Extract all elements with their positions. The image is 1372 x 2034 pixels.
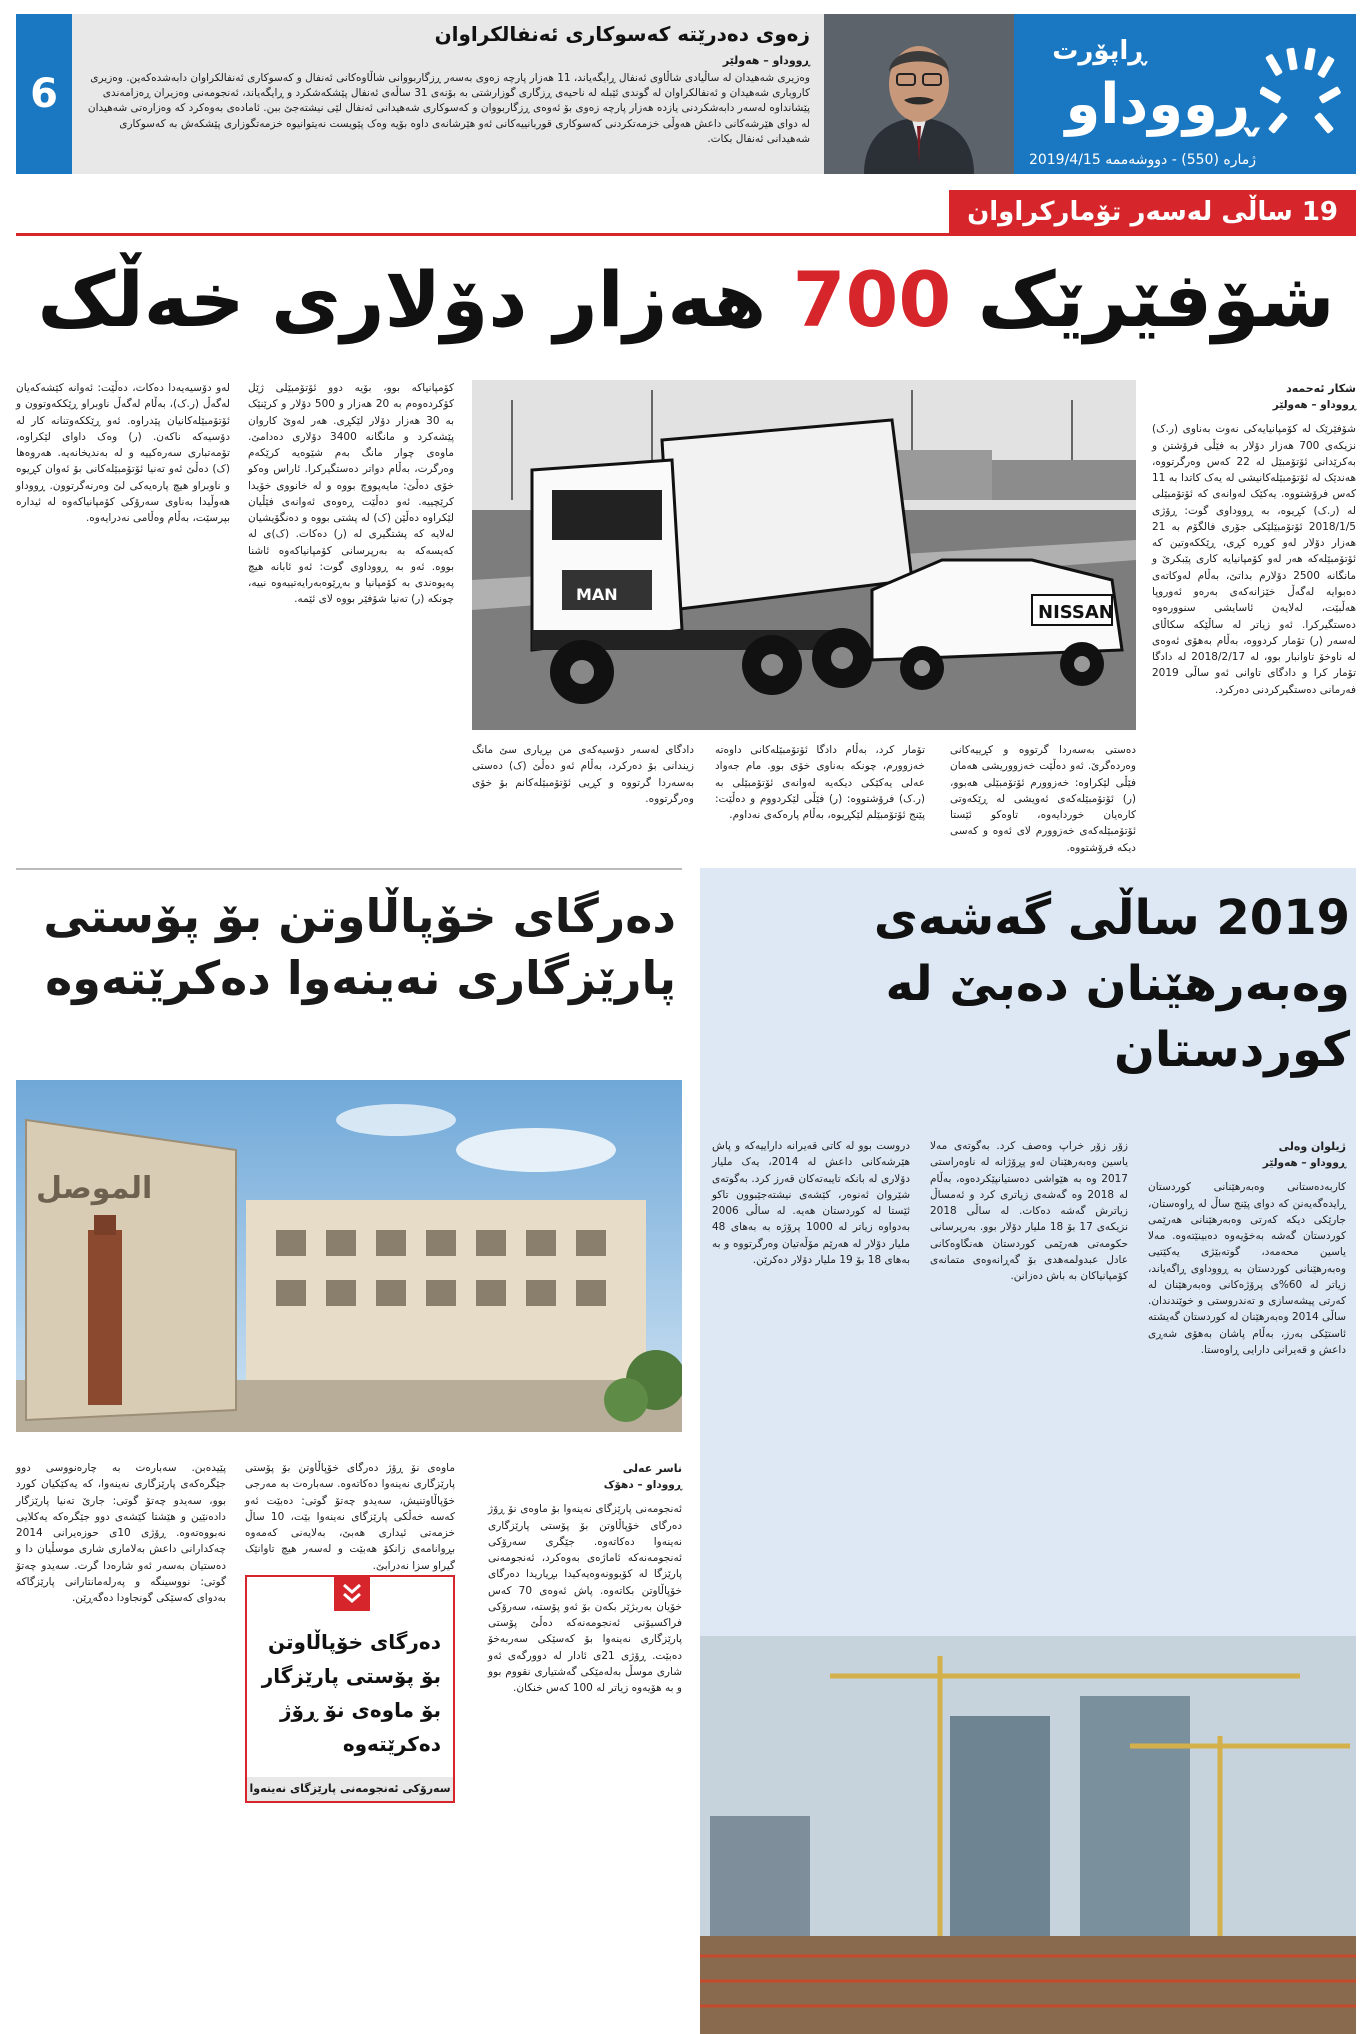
lead-kicker: 19 ساڵی لەسەر تۆمارکراوان bbox=[949, 190, 1356, 234]
lead-column-5: کۆمپانیاکە بوو، بۆیە دوو ئۆتۆمبێلی ژێل کۆکردەوەم بە 20 هەزار و 500 دۆلار و کرێنێک بە 30 هەزار دۆلار لێکڕی. هەر لەوێ کاروان پێشەکرد و مانگانە 3400 دۆلاری دەدامێ. ماوەی چوار مانگ بەم شێوەیە کرێکەم وەرگرت، بەڵام دواتر دەستگیرکرا. ئاراس وەکو خۆی دەڵێ: مایەپووچ بووە و لە خانووی خۆیدا کرێچییە. ئەو دەڵێت ڕەوەی ئەوانەی فێڵیان لێکراوە دەڵێن (ک) لە پشتی بووە و دەنگۆیشیان لەلایە کە پشتگیری لە (ر) دەکات. (ک)ی لە کەیسەکە بە بەرپرسانی کۆمپانیاکەوە ئاشنا بووە. ئەو بە ڕووداوی گوت: ئەو ئابانە هیچ پەیوەندی بە کۆمپانیا و بەڕێوەبەرایەتییەوە نییە، چونکە (ر) تەنیا شۆفێر بووە لای ئێمە. bbox=[248, 382, 455, 606]
pull-quote-text: دەرگای خۆپاڵاوتن بۆ پۆستی پارێزگار بۆ ماوەی نۆ ڕۆژ دەکرێتەوە bbox=[261, 1630, 441, 1756]
door-story-headline: دەرگای خۆپاڵاوتن بۆ پۆستی پارێزگاری نەینەوا دەکرێتەوە bbox=[43, 889, 676, 1005]
lead-byline-name: شکار ئەحمەد bbox=[1286, 382, 1356, 395]
year-byline-location: ڕووداو – هەولێر bbox=[1262, 1157, 1346, 1170]
brand-block bbox=[1014, 14, 1356, 174]
teaser-box bbox=[72, 14, 824, 174]
trucks-illustration bbox=[472, 380, 1136, 730]
lead-column-1 bbox=[1152, 380, 1356, 698]
teaser-body: وەزیری شەهیدان لە ساڵیادی شاڵاوی ئەنفال ڕایگەیاند، 11 هەزار پارچە زەوی بەسەر ڕزگاربووانی شاڵاوەکانی ئەنفال و کەسوکاری ئەنفالکراوان دابەشدەکەین. وەزیری کاروباری شەهیدان و ئەنفالکراوان لە گوندی ئێبلە لە ناحیەی ڕزگاری گوزارشتی بە بۆنەی 31 ساڵەی ئەنفال پێشکەشکرد و ڕایگەیاند، ئەنجومەنی وەزیران ڕەزامەندی پێشانداوە لەسەر دابەشکردنی یازدە هەزار پارچە زەوی بۆ ئەوەی ڕزگاربووان و کەسوکاری شەهیدانی ئەنفال لێی نیشتەجێ ببن. ئامادەی بەوەکرد کە وەزارەتی شەهیدان لە دوای هێرشەکانی داعش هەوڵی خزمەتکردنی کەسوکاری قوربانییەکانی ئەو هێرشانەی داوە بۆیە وەک پێویست نەیتوانیوە خزمەتگوزاری پێشکەش بە کەسوکاری شەهیدانی ئەنفال بکات. bbox=[87, 72, 810, 145]
lead-column-4: دادگای لەسەر دۆسیەکەی من بڕیاری سێ مانگ زیندانی بۆ دەرکرد، بەڵام ئەو دەڵێ (ک) دەستی بەسەردا گرتووە و کڕیی ئۆتۆمبێلەکانم بۆ خۆی وەرگرتووە. bbox=[472, 744, 694, 805]
door-column-1-text: ئەنجومەنی پارێزگای نەینەوا بۆ ماوەی نۆ ڕۆژ دەرگای خۆپاڵاوتن بۆ پۆستی پارێزگاری نەینەوا دەکاتەوە. جێگری سەرۆکی ئەنجومەنەکە ئاماژەی بەوەکرد، ئەنجومەنی پارێزگا لە کۆبوونەوەیەکیدا بڕیاریدا دەرگای خۆپاڵاوتن بکاتەوە. پاش ئەوەی 70 کەس خۆیان بەربژێر بکەن بۆ ئەو پۆستە، سەرۆکی فراکسیۆنی ئەنجومەنەکە دەڵێ پۆستی پارێزگاری نەینەوا بۆ کەسێکی سەربەخۆ دەبێت. ڕۆژی 21ی ئادار لە دوورگەی ئەو شاری موسڵ بەلەمێکی گەشتیاری نقووم بوو و بە هۆیەوە زیاتر لە 100 کەس خنکان. bbox=[488, 1503, 682, 1695]
mosul-building-illustration bbox=[16, 1080, 682, 1432]
pull-quote-box bbox=[245, 1575, 455, 1803]
door-column-3: پێیدەبن. سەبارەت بە چارەنووسی دوو جێگرەکەی پارێزگاری نەینەوا، کە یەکێکیان کورد بوو، سەیدو چەتۆ گوتی: جارێ تەنیا پارێزگار دادەنێین و هێشتا کێشەی دوو جێگرەکە یەکلایی نەبووەتەوە. ڕۆژی 10ی حوزەیرانی 2014 چەکدارانی داعش بەلاماری شاری موسڵیان دا و دەستیان بەسەر ئەو شارەدا گرت. سەیدو چەتۆ گوتی: نووسینگە و پەرلەمانتارانی پارێزگاکە بەدوای کەسێکی گونجاودا دەگەڕێن. bbox=[16, 1462, 226, 1605]
svg-text:NISSAN: NISSAN bbox=[1038, 602, 1114, 623]
lead-column-6: لەو دۆسیەیەدا دەکات، دەڵێت: ئەوانە کێشەکەیان لەگەڵ (ر.ک)، بەڵام لەگەڵ ناوبراو ڕێککەوتوون و ئۆتۆمبێلەکانیان پێدراوە. ئەو ڕێککەوتنانە کار لە دۆسیەکە ناکەن. (ر) وەک داوای لێکراوە، تۆمەتباری سەرەکییە و لە بەندیخانەیە. هەروەها (ک) دەڵێ ئەو تەنیا ئۆتۆمبێلەکانی بۆ ئەوان کڕیوە و ناوبراو هیچ پارەیەکی لێ وەرنەگرتوون. ڕووداو هەوڵیدا بەناوی سەرۆکی کۆمپانیاکەوە لە ئیدارە بپرسێت، بەڵام وەڵامی نەدرایەوە. bbox=[16, 382, 230, 525]
year-column-2: زۆر زۆر خراپ وەصف کرد. بەگوتەی مەلا یاسین وەبەرهێنان لەو پڕۆژانە لە ناوەراستی 2017 وە بە هێواشی دەستیانپێکردەوە، بەڵام لە 2018 وە گەشەی زیاتری کرد و ئەمساڵ زیاترش گەشە دەکات. لە ساڵی 2018 نزیکەی 17 بۆ 18 ملیار دۆلار بوو. بەرپرسانی حکومەتی هەرێمی کوردستان هەنگاوەکانی عادل عبدولمەهدی بۆ گەڕانەوەی متمانەی کۆمپانیاکان بە باش دەزانن. bbox=[930, 1140, 1128, 1283]
headline-number: 700 bbox=[792, 255, 952, 344]
year-story-headline: 2019 ساڵی گەشەی وەبەرهێنان دەبێ لە کوردستان bbox=[873, 890, 1350, 1078]
construction-illustration bbox=[700, 1636, 1356, 2034]
year-column-3: دروست بوو لە کاتی قەیرانە داراییەکە و پاش هێرشەکانی داعش لە 2014، یەک ملیار دۆلاری لە بانکە تایبەتەکان قەرز کرد. بەگوتەی شێروان ئەنوەر، کێشەی نیشتەجێبوون تاکو ئێستا لە کوردستان هەیە. لە ساڵی 2006 بەدواوە زیاتر لە 1000 پرۆژە بە بەهای 48 ملیار دۆلار لە هەرێم مۆڵەتیان وەرگرتووە و بە بەهای 18 بۆ 19 ملیار دۆلار دەکرێن. bbox=[712, 1140, 910, 1266]
lead-byline-location: ڕووداو – هەولێر bbox=[1272, 399, 1356, 412]
pull-quote-caption: سەرۆکی ئەنجومەنی پارێزگای نەینەوا bbox=[247, 1777, 453, 1801]
headline-part-2: هەزار دۆلاری خەڵک bbox=[37, 255, 767, 344]
door-column-2a: ماوەی نۆ ڕۆژ دەرگای خۆپاڵاوتن بۆ پۆستی پارێزگاری نەینەوا دەکاتەوە. سەبارەت بە مەرجی خۆپاڵاوتنیش، سەیدو چەتۆ گوتی: دەبێت ئەو کەسە خەڵکی پارێزگای نەینەوا بێت، 10 ساڵ خزمەتی ئیداری هەبێ، بەلایەنی کەمەوە بڕوانامەی زانکۆ هەبێت و لەسەر هیچ تاوانێک گیراو سزا نەدرابێ. bbox=[245, 1462, 455, 1572]
lead-column-3: تۆمار کرد، بەڵام دادگا ئۆتۆمبێلەکانی داوەتە خەزوورم، چونکە بەناوی خۆی بوو. مام جەواد عەلی یەکێکی دیکەیە لەوانەی ئۆتۆمبێلی بە (ر.ک) فرۆشتووە: (ر) فێڵی لێکردووم و دەڵێت: پێنج ئۆتۆمبێلم لێکڕیوە، بەڵام پارەکەی نەداوم. bbox=[715, 744, 925, 822]
lead-column-2: دەستی بەسەردا گرتووە و کڕییەکانی وەردەگرێ. ئەو دەڵێت خەزووریشی هەمان فێڵی لێکراوە: خەزوورم ئۆتۆمبێلی هەبوو، (ر) ئۆتۆمبێلەکەی ئەویشی لە ڕێکەوتی کارەیان خوردایەوە، تاوەکو ئێستا ئۆتۆمبێلەکەی خەزوورم لای ئەوە و کەسی دیکە فرۆشتووە. bbox=[950, 744, 1136, 854]
svg-text:MAN: MAN bbox=[576, 585, 618, 604]
door-byline-name: ناسر عەلی bbox=[622, 1462, 682, 1475]
brand-logo-icon bbox=[1260, 44, 1344, 144]
official-portrait bbox=[824, 14, 1014, 174]
headline-part-1: شۆفێرێک bbox=[977, 255, 1335, 344]
teaser-title: زەوی دەدرێتە کەسوکاری ئەنفالکراوان bbox=[434, 22, 810, 46]
issue-date-line: ژمارە (550) - دووشەممە 2019/4/15 bbox=[1028, 152, 1256, 168]
year-byline-name: ژیلوان وەلی bbox=[1278, 1140, 1346, 1153]
mosul-building-photo bbox=[16, 1080, 682, 1432]
lead-column-1-text: شۆفێرێک لە کۆمپانیایەکی نەوت بەناوی (ر.ک) نزیکەی 700 هەزار دۆلار بە فێڵی فرۆشتن و بەکرێدانی ئۆتۆمبێل لە 22 کەس وەرگرتووە، هەندێک لە ئۆتۆمبێلەکانیشی لە یەک کاتدا بە 11 کەس فرۆشتووە. یەکێک لەوانەی کە ئۆتۆمبێلی لە (ر.ک) کڕیوە، بە ڕووداوی گوت: ڕۆژی 2018/1/5 ئۆتۆمبێلێکی جۆری فالگۆم بە 21 هەزار دۆلار لەو کوڕە کڕی، ڕێککەوتین کە ئۆتۆمبێلەکە هەر لەو کۆمپانیایە کاری پێبکرێ و مانگانە 2500 دۆلارم بداتێ، بەڵام لەوکاتەی دەبوایە لەگەڵ خێزانەکەی بەرەو ئەوروپا هەڵبێت، لەلایەن ئاسایشی سنوورەوە دەستگیرکرا. ئەو زیاتر لە ساڵێکە سکاڵای لەسەر (ر) تۆمار کردووە، بەڵام بەهۆی ئەوەی لە ناوخۆ تاوانبار بوو، لە 2018/2/17 لە دادگا تۆمار کرا و دادگای تاوانی ئەو ساڵی 2019 فەرمانی دەستگیرکردنی دەرکرد. bbox=[1152, 423, 1357, 696]
kicker-rule bbox=[16, 233, 1356, 236]
mosul-sign-text: الموصل bbox=[36, 1171, 153, 1206]
masthead-band bbox=[16, 14, 1356, 174]
page-number: 6 bbox=[16, 14, 72, 174]
year-column-1-text: کاربەدەستانی وەبەرهێنانی کوردستان ڕایدەگەیەنن کە دوای پێنج ساڵ لە ڕاوەستان، جارێکی دیکە کەرتی وەبەرهێنانی هەرێمی کوردستان گەشە بەخۆیەوە دەبینێتەوە. مەلا یاسین محەمەد، گوتەبێژی یەکێتیی وەبەرهێنانی کوردستان بە ڕووداوی ڕاگەیاند، زیاتر لە 60%ی پرۆژەکانی وەبەرهێنان لە کەرتی پیشەسازی و تەندروستی و خوێندندان. ساڵی 2014 وەبەرهێنان لە کوردستان گەیشتە ئاستێکی بەرز، بەڵام پاشان بەهۆی شەڕی داعش و قەیرانی دارایی ڕاوەستا. bbox=[1148, 1181, 1346, 1356]
door-column-1 bbox=[488, 1460, 682, 1697]
year-column-1 bbox=[1148, 1138, 1346, 1358]
construction-photo bbox=[700, 1636, 1356, 2034]
section-label: ڕاپۆرت bbox=[1052, 36, 1146, 66]
brand-logo-text: ڕووداو bbox=[1065, 72, 1256, 137]
lead-photo-trucks bbox=[472, 380, 1136, 730]
teaser-byline: ڕووداو – هەولێر bbox=[722, 54, 810, 67]
chevron-down-icon bbox=[334, 1575, 370, 1611]
door-byline-location: ڕووداو – دهۆک bbox=[603, 1479, 682, 1492]
section-divider bbox=[16, 868, 682, 870]
portrait-illustration bbox=[824, 14, 1014, 174]
